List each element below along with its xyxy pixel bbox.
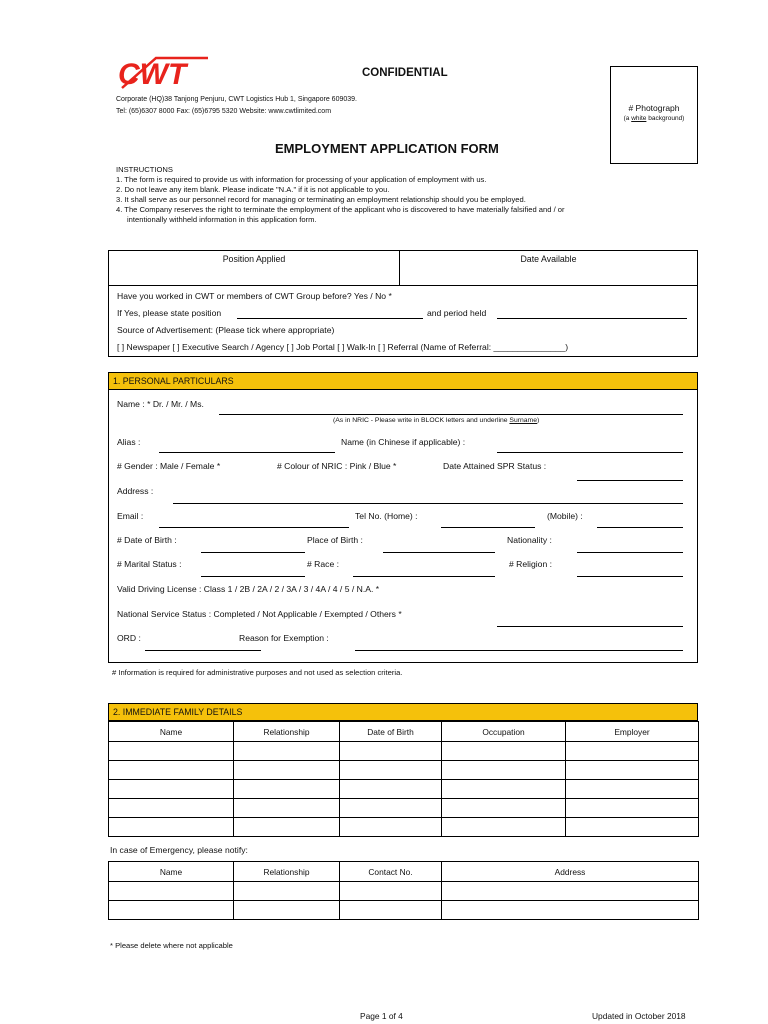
nationality-label: Nationality :	[507, 535, 552, 545]
employment-history-box	[108, 285, 698, 357]
ord-label: ORD :	[117, 633, 141, 643]
family-table-cell[interactable]	[340, 780, 442, 799]
alias-field[interactable]	[159, 452, 335, 453]
family-table-row	[109, 780, 699, 799]
family-table-cell[interactable]	[340, 799, 442, 818]
family-table-cell[interactable]	[340, 742, 442, 761]
corporate-info	[116, 94, 357, 118]
advertisement-source-label: Source of Advertisement: (Please tick where appropriate)	[117, 325, 335, 335]
period-held-field[interactable]	[497, 318, 687, 319]
nric-colour-label[interactable]: # Colour of NRIC : Pink / Blue *	[277, 461, 397, 471]
instructions	[116, 165, 565, 225]
exemption-reason-field[interactable]	[355, 650, 683, 651]
spr-date-field[interactable]	[577, 480, 683, 481]
emergency-table-cell[interactable]	[340, 901, 442, 920]
family-table-cell[interactable]	[442, 818, 566, 837]
email-field[interactable]	[159, 527, 349, 528]
emergency-table-cell[interactable]	[234, 882, 340, 901]
nationality-field[interactable]	[577, 552, 683, 553]
emergency-column-address: Address	[442, 862, 699, 882]
instructions-heading: INSTRUCTIONS	[116, 165, 173, 174]
corporate-contacts: Tel: (65)6307 8000 Fax: (65)6795 5320 Website: www.cwtlimited.com	[116, 108, 332, 115]
national-service-label[interactable]: National Service Status : Completed / Not Applicable / Exempted / Others *	[117, 609, 402, 619]
cwt-logo-graphic	[116, 52, 212, 92]
family-table-cell[interactable]	[340, 818, 442, 837]
name-label: Name : * Dr. / Mr. / Ms.	[117, 399, 204, 409]
instruction-item: intentionally withheld information in this application form.	[127, 215, 317, 224]
section-personal-particulars: 1. PERSONAL PARTICULARS	[108, 372, 698, 390]
family-table-row	[109, 818, 699, 837]
name-note: (As in NRIC - Please write in BLOCK letters and underline Surname)	[333, 417, 540, 424]
page-number: Page 1 of 4	[360, 1011, 403, 1021]
pob-field[interactable]	[383, 552, 495, 553]
corporate-address: Corporate (HQ)38 Tanjong Penjuru, CWT Logistics Hub 1, Singapore 609039.	[116, 96, 357, 103]
tel-home-field[interactable]	[441, 527, 535, 528]
position-applied-label: Position Applied	[222, 254, 286, 264]
instruction-item: 1. The form is required to provide us with information for processing of your application of employment with us.	[116, 175, 487, 184]
dob-field[interactable]	[201, 552, 305, 553]
emergency-table-cell[interactable]	[234, 901, 340, 920]
emergency-label: In case of Emergency, please notify:	[110, 845, 248, 855]
family-table-cell[interactable]	[234, 761, 340, 780]
position-table	[108, 250, 698, 286]
emergency-table-cell[interactable]	[109, 901, 234, 920]
family-table-cell[interactable]	[340, 761, 442, 780]
emergency-table-row	[109, 901, 699, 920]
emergency-table-cell[interactable]	[340, 882, 442, 901]
info-note: # Information is required for administrative purposes and not used as selection criteria.	[112, 668, 403, 677]
worked-before-question: Have you worked in CWT or members of CWT Group before? Yes / No *	[117, 291, 392, 301]
date-available-label: Date Available	[520, 254, 577, 264]
ord-field[interactable]	[145, 650, 261, 651]
family-table-cell[interactable]	[442, 780, 566, 799]
family-table-row	[109, 799, 699, 818]
family-table	[108, 721, 699, 837]
state-position-label: If Yes, please state position	[117, 308, 222, 318]
alias-label: Alias :	[117, 437, 141, 447]
mobile-label: (Mobile) :	[547, 511, 583, 521]
race-field[interactable]	[353, 576, 495, 577]
updated-date: Updated in October 2018	[592, 1011, 686, 1021]
family-table-cell[interactable]	[109, 761, 234, 780]
family-table-cell[interactable]	[566, 761, 699, 780]
family-table-cell[interactable]	[442, 761, 566, 780]
family-table-cell[interactable]	[566, 742, 699, 761]
cwt-logo	[116, 52, 212, 92]
family-table-cell[interactable]	[109, 799, 234, 818]
marital-status-label: # Marital Status :	[117, 559, 182, 569]
exemption-reason-label: Reason for Exemption :	[239, 633, 329, 643]
form-title: EMPLOYMENT APPLICATION FORM	[275, 141, 499, 156]
instruction-item: 3. It shall serve as our personnel record for managing or terminating an employment relationship should you be employed.	[116, 195, 526, 204]
family-table-row	[109, 742, 699, 761]
chinese-name-field[interactable]	[497, 452, 683, 453]
tel-home-label: Tel No. (Home) :	[355, 511, 418, 521]
personal-particulars-box	[108, 389, 698, 663]
dob-label: # Date of Birth :	[117, 535, 177, 545]
family-table-row	[109, 761, 699, 780]
national-service-field[interactable]	[497, 626, 683, 627]
family-table-cell[interactable]	[234, 742, 340, 761]
delete-note: * Please delete where not applicable	[110, 941, 233, 950]
driving-license-label[interactable]: Valid Driving License : Class 1 / 2B / 2A / 2 / 3A / 3 / 4A / 4 / 5 / N.A. *	[117, 584, 380, 594]
family-table-cell[interactable]	[566, 818, 699, 837]
family-table-cell[interactable]	[234, 799, 340, 818]
position-held-field[interactable]	[237, 318, 423, 319]
photograph-box[interactable]	[610, 66, 698, 164]
family-table-cell[interactable]	[566, 799, 699, 818]
religion-label: # Religion :	[509, 559, 552, 569]
instruction-item: 4. The Company reserves the right to terminate the employment of the applicant who is discovered to have materially falsified and / or	[116, 205, 565, 214]
pob-label: Place of Birth :	[307, 535, 363, 545]
emergency-column-contact: Contact No.	[340, 862, 442, 882]
name-field[interactable]	[219, 414, 683, 415]
family-column-employer: Employer	[566, 722, 699, 742]
family-table-cell[interactable]	[234, 818, 340, 837]
emergency-table-row	[109, 882, 699, 901]
email-label: Email :	[117, 511, 144, 521]
advertisement-options[interactable]: [ ] Newspaper [ ] Executive Search / Agency [ ] Job Portal [ ] Walk-In [ ] Referral (Name of Referral: _______________)	[117, 342, 569, 352]
emergency-column-relationship: Relationship	[234, 862, 340, 882]
address-label: Address :	[117, 486, 154, 496]
family-table-cell[interactable]	[109, 780, 234, 799]
family-table-cell[interactable]	[109, 818, 234, 837]
emergency-table	[108, 861, 699, 920]
family-column-dob: Date of Birth	[340, 722, 442, 742]
family-table-cell[interactable]	[442, 799, 566, 818]
photo-sublabel: (a white background)	[623, 115, 685, 122]
section-family-details: 2. IMMEDIATE FAMILY DETAILS	[108, 703, 698, 721]
photo-label: # Photograph	[628, 103, 680, 113]
religion-field[interactable]	[577, 576, 683, 577]
family-table-cell[interactable]	[566, 780, 699, 799]
chinese-name-label: Name (in Chinese if applicable) :	[341, 437, 466, 447]
race-label: # Race :	[307, 559, 340, 569]
family-table-cell[interactable]	[442, 742, 566, 761]
family-table-cell[interactable]	[234, 780, 340, 799]
confidential-label: CONFIDENTIAL	[362, 67, 448, 79]
family-column-occupation: Occupation	[442, 722, 566, 742]
address-field[interactable]	[173, 503, 683, 504]
logo-text: CWT	[118, 58, 187, 91]
emergency-table-cell[interactable]	[109, 882, 234, 901]
family-column-name: Name	[109, 722, 234, 742]
gender-label[interactable]: # Gender : Male / Female *	[117, 461, 221, 471]
period-held-label: and period held	[427, 308, 487, 318]
marital-status-field[interactable]	[201, 576, 305, 577]
instruction-item: 2. Do not leave any item blank. Please indicate "N.A." if it is not applicable to you.	[116, 185, 390, 194]
mobile-field[interactable]	[597, 527, 683, 528]
emergency-column-name: Name	[109, 862, 234, 882]
emergency-table-cell[interactable]	[442, 882, 699, 901]
emergency-table-cell[interactable]	[442, 901, 699, 920]
family-table-cell[interactable]	[109, 742, 234, 761]
spr-date-label: Date Attained SPR Status :	[443, 461, 547, 471]
family-column-relationship: Relationship	[234, 722, 340, 742]
